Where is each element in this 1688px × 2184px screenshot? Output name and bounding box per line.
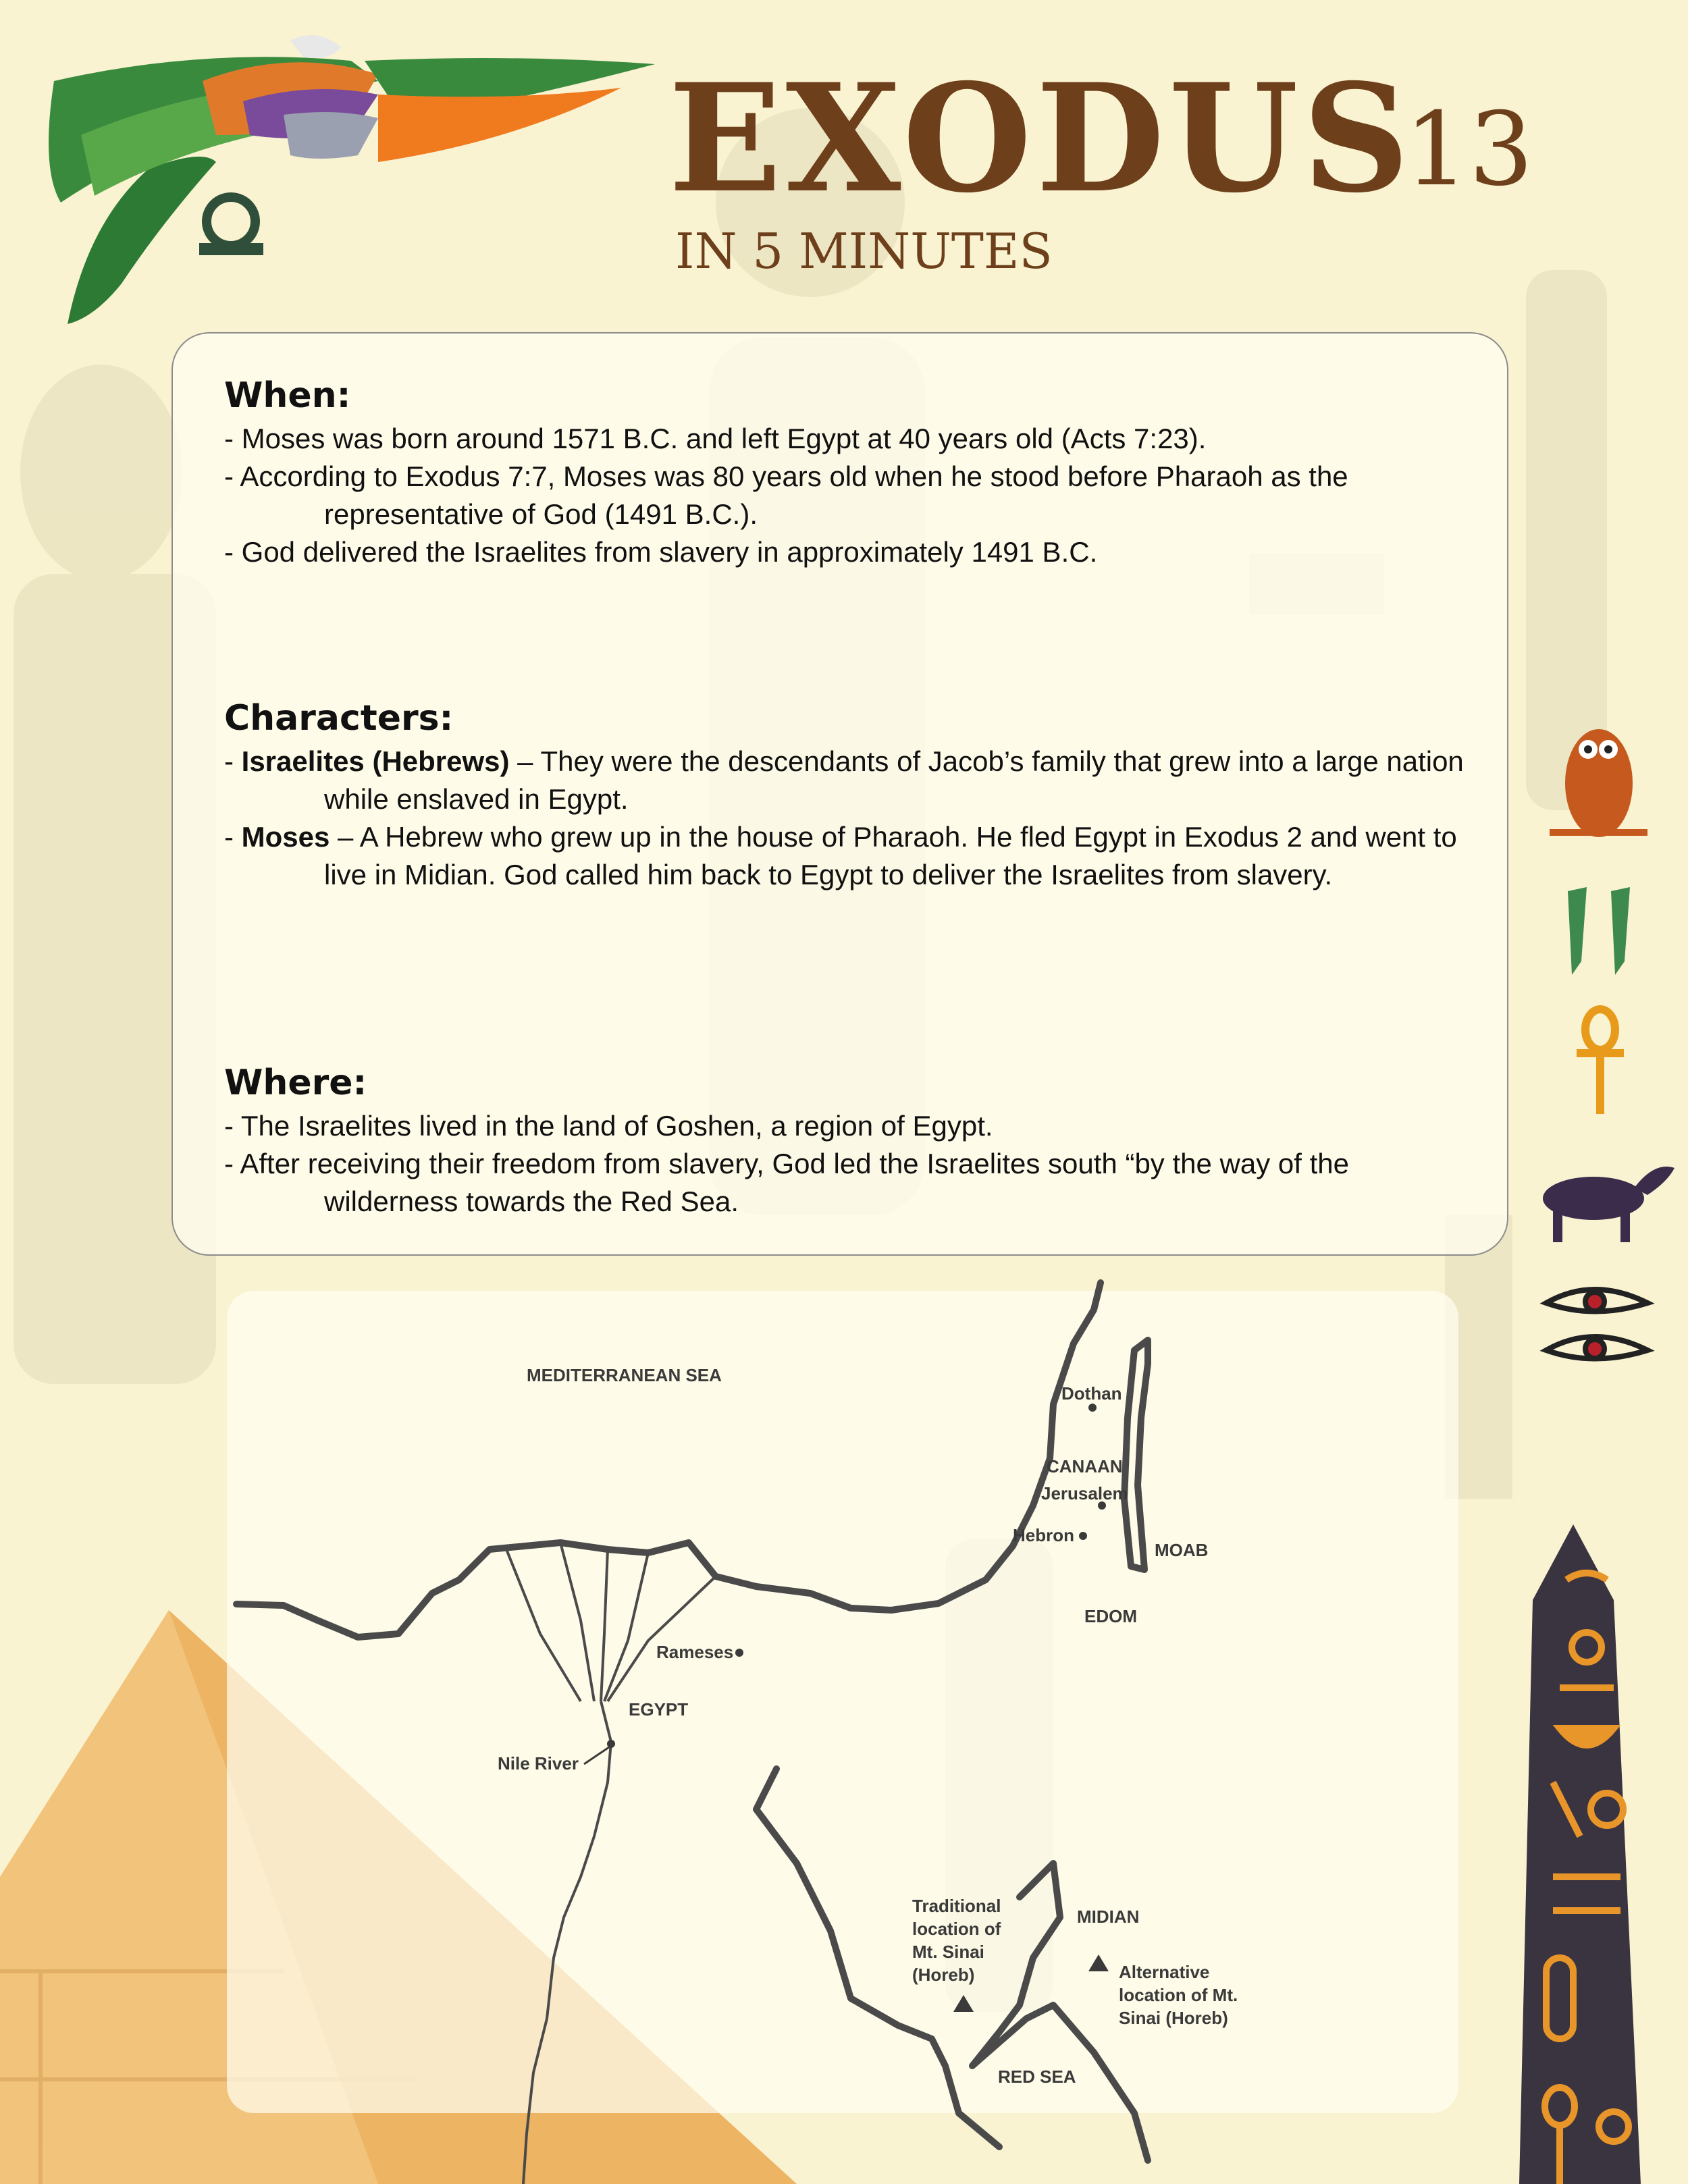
map-label-mediterranean: MEDITERRANEAN SEA	[527, 1365, 722, 1385]
alternative-sinai-marker	[1088, 1954, 1109, 1971]
chapter-number: 13	[1404, 91, 1533, 209]
svg-text:location of: location of	[912, 1919, 1001, 1939]
hebron-marker	[1079, 1532, 1087, 1540]
character-name: Moses	[241, 821, 330, 853]
where-item: - After receiving their freedom from slavery, God led the Israelites south “by the way of the wilderness towards the Red Sea.	[224, 1148, 1349, 1217]
svg-text:(Horeb): (Horeb)	[912, 1965, 975, 1985]
character-item: - Moses – A Hebrew who grew up in the house of Pharaoh. He fled Egypt in Exodus 2 and went to live in Midian. God called him back to Egypt to deliver the Israelites from slavery.	[224, 821, 1457, 890]
where-heading: Where:	[224, 1063, 367, 1103]
map-label-canaan: CANAAN	[1047, 1456, 1123, 1476]
map-label-midian: MIDIAN	[1077, 1907, 1140, 1927]
map-label-hebron: Hebron	[1013, 1525, 1074, 1545]
subtitle: IN 5 MINUTES	[675, 223, 1053, 279]
map-label-nile: Nile River	[498, 1753, 579, 1774]
svg-text:location of Mt.: location of Mt.	[1119, 1985, 1238, 2005]
map-label-egypt: EGYPT	[629, 1699, 689, 1720]
character-name: Israelites (Hebrews)	[241, 745, 510, 777]
rameses-marker	[735, 1649, 743, 1657]
dothan-marker	[1088, 1404, 1097, 1412]
svg-text:Alternative: Alternative	[1119, 1962, 1210, 1982]
map-label-jerusalem: Jerusalem	[1041, 1483, 1128, 1503]
when-heading: When:	[224, 375, 351, 416]
traditional-sinai-marker	[953, 1995, 974, 2012]
nile-delta	[506, 1543, 716, 1701]
svg-text:Mt. Sinai: Mt. Sinai	[912, 1942, 984, 1962]
when-item: - Moses was born around 1571 B.C. and left Egypt at 40 years old (Acts 7:23).	[224, 423, 1207, 454]
character-item: - Israelites (Hebrews) – They were the descendants of Jacob’s family that grew into a large nation while enslaved in Egypt.	[224, 745, 1464, 815]
coastline	[236, 1283, 1101, 1637]
map-label-alternative-sinai	[1119, 1962, 1238, 2028]
map-label-red-sea: RED SEA	[998, 2067, 1076, 2087]
character-description: – They were the descendants of Jacob’s family that grew into a large nation while enslaved in Egypt.	[324, 745, 1464, 815]
map-label-dothan: Dothan	[1061, 1383, 1122, 1404]
where-item: - The Israelites lived in the land of Goshen, a region of Egypt.	[224, 1110, 993, 1142]
dead-sea	[1124, 1340, 1148, 1570]
map-label-moab: MOAB	[1155, 1540, 1209, 1560]
when-item: - God delivered the Israelites from slavery in approximately 1491 B.C.	[224, 536, 1098, 568]
map-label-rameses: Rameses	[656, 1642, 734, 1662]
svg-text:Sinai (Horeb): Sinai (Horeb)	[1119, 2008, 1228, 2028]
svg-text:Traditional: Traditional	[912, 1896, 1001, 1916]
map-label-traditional-sinai	[912, 1896, 1001, 1985]
map-label-edom: EDOM	[1084, 1606, 1137, 1626]
character-description: – A Hebrew who grew up in the house of Pharaoh. He fled Egypt in Exodus 2 and went to live in Midian. God called him back to Egypt to deliver the Israelites from slavery.	[324, 821, 1457, 890]
when-item: - According to Exodus 7:7, Moses was 80 years old when he stood before Pharaoh as the representative of God (1491 B.C.).	[224, 460, 1348, 530]
nile-river	[523, 1701, 611, 2184]
page-title: EXODUS	[668, 51, 1414, 225]
characters-heading: Characters:	[224, 698, 454, 739]
